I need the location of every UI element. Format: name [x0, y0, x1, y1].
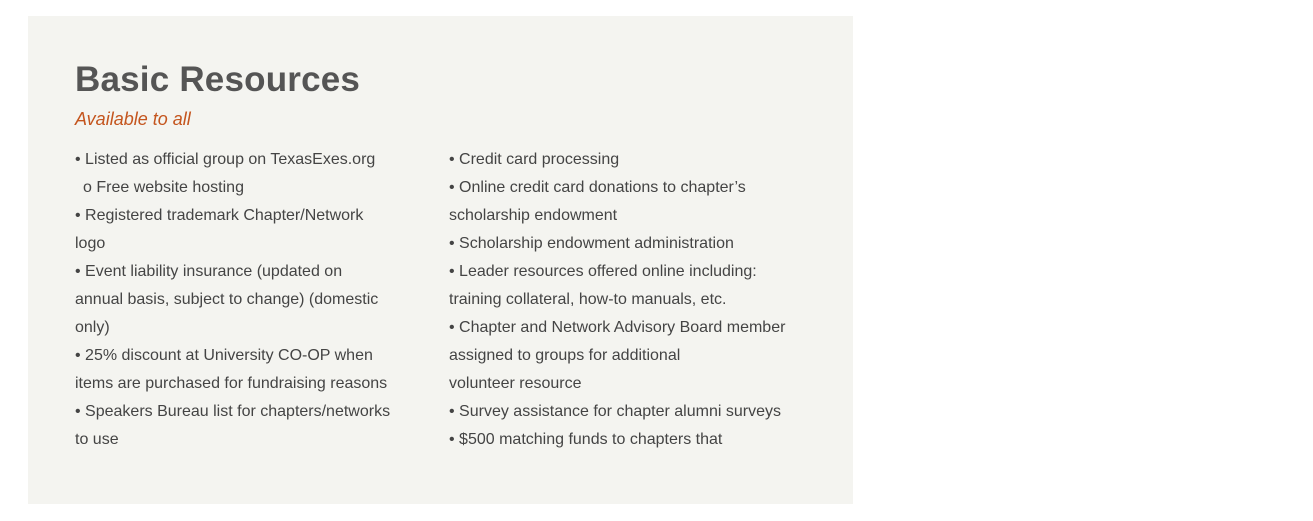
- list-item: • Speakers Bureau list for chapters/networks: [75, 403, 391, 420]
- list-item: • Registered trademark Chapter/Network: [75, 207, 364, 224]
- section-subtitle: Available to all: [75, 109, 191, 129]
- list-item: • Chapter and Network Advisory Board member: [449, 319, 786, 336]
- list-item-continuation: volunteer resource: [449, 375, 582, 392]
- list-item-continuation: to use: [75, 431, 119, 448]
- list-item-continuation: only): [75, 319, 110, 336]
- list-item: • Credit card processing: [449, 151, 620, 168]
- section-title: Basic Resources: [75, 60, 361, 99]
- list-item: • Event liability insurance (updated on: [75, 263, 343, 280]
- list-item-continuation: annual basis, subject to change) (domestic: [75, 291, 379, 308]
- list-item-continuation: training collateral, how-to manuals, etc.: [449, 291, 727, 308]
- basic-resources-panel: [28, 16, 853, 504]
- list-item: • 25% discount at University CO-OP when: [75, 347, 373, 364]
- list-item-continuation: assigned to groups for additional: [449, 347, 681, 364]
- resource-list-left: [75, 146, 449, 454]
- list-item: • Listed as official group on TexasExes.org: [75, 151, 376, 168]
- list-item: • Online credit card donations to chapter’s: [449, 179, 746, 196]
- list-item-continuation: logo: [75, 235, 106, 252]
- list-item: • Survey assistance for chapter alumni surveys: [449, 403, 781, 420]
- list-subitem: o Free website hosting: [83, 179, 244, 196]
- list-item: • $500 matching funds to chapters that: [449, 431, 723, 448]
- list-item: • Leader resources offered online including:: [449, 263, 757, 280]
- resource-columns: [75, 146, 809, 454]
- list-item: • Scholarship endowment administration: [449, 235, 734, 252]
- resource-list-right: [449, 146, 809, 454]
- list-item-continuation: scholarship endowment: [449, 207, 618, 224]
- list-item-continuation: items are purchased for fundraising reasons: [75, 375, 388, 392]
